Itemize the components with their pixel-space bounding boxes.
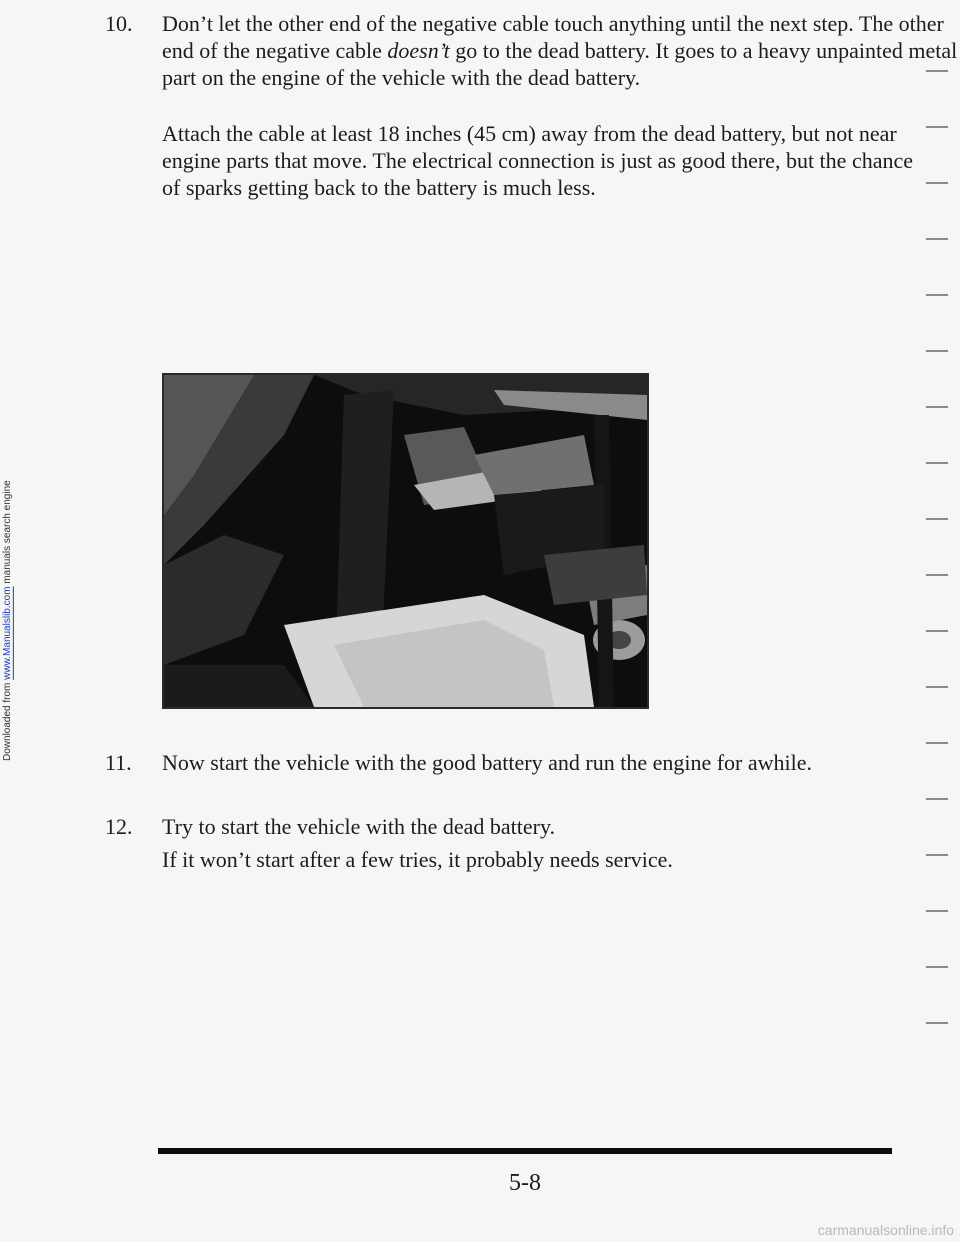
step-text-part: Don’t let the other end of the negative cable touch anything until the next step. The other end of the negative cable	[162, 11, 944, 63]
download-note-suffix: manuals search engine	[2, 480, 13, 585]
step-text-part: go to the dead battery. It goes to a heavy unpainted metal part on the engine of the vehicle with the dead battery.	[162, 38, 958, 90]
footer-rule	[158, 1148, 892, 1154]
step-text-emphasis: doesn’t	[387, 38, 450, 63]
download-note	[0, 0, 16, 1242]
engine-photo-illustration	[164, 375, 647, 707]
attach-paragraph: Attach the cable at least 18 inches (45 cm) away from the dead battery, but not near engine parts that move. The electrical connection is just as good there, but the chance of sparks getting back to the battery is much less.	[162, 121, 913, 200]
step-number: 11.	[105, 750, 132, 775]
step-text	[162, 10, 960, 91]
watermark: carmanualsonline.info	[817, 1222, 954, 1238]
manualslib-link[interactable]: www.Manualslib.com	[2, 586, 13, 681]
step-text: Try to start the vehicle with the dead battery.	[162, 814, 556, 839]
step-number: 12.	[105, 814, 133, 839]
page-number: 5-8	[509, 1170, 541, 1196]
step-text: Now start the vehicle with the good battery and run the engine for awhile.	[162, 750, 813, 775]
page-edge-marks	[922, 70, 952, 1078]
step-number: 10.	[105, 11, 133, 36]
download-note-prefix: Downloaded from	[2, 682, 13, 762]
engine-photo	[162, 373, 649, 709]
service-paragraph: If it won’t start after a few tries, it probably needs service.	[162, 847, 673, 872]
